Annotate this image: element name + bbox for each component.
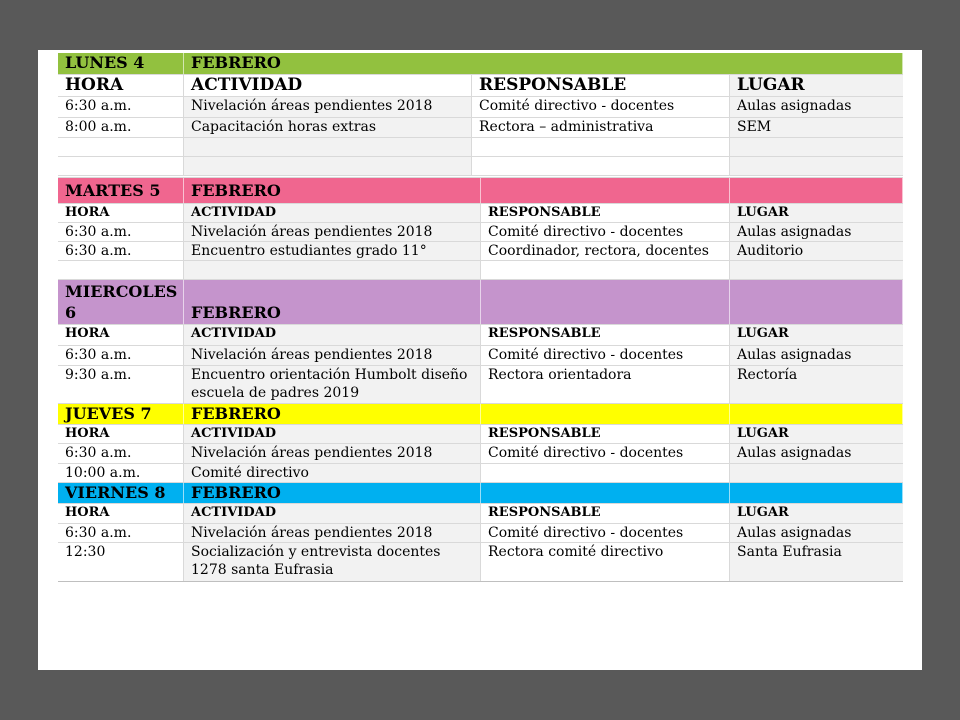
cell-actividad: Encuentro estudiantes grado 11° — [184, 242, 481, 260]
header-hora: HORA — [58, 425, 184, 443]
cell-hora: 8:00 a.m. — [58, 118, 184, 137]
header-responsable: RESPONSABLE — [481, 425, 730, 443]
cell-hora: 6:30 a.m. — [58, 242, 184, 260]
month-label: FEBRERO — [184, 280, 481, 324]
cell-hora: 12:30 — [58, 543, 184, 581]
month-label: FEBRERO — [184, 404, 481, 424]
empty-cell — [481, 280, 730, 324]
table-row — [58, 464, 903, 483]
header-responsable: RESPONSABLE — [481, 325, 730, 345]
header-actividad: ACTIVIDAD — [184, 504, 481, 523]
month-label: FEBRERO — [184, 483, 481, 503]
month-label: FEBRERO — [184, 53, 903, 74]
header-lugar: LUGAR — [730, 325, 903, 345]
header-row — [58, 504, 903, 524]
cell-hora: 6:30 a.m. — [58, 97, 184, 117]
cell-responsable: Coordinador, rectora, docentes — [481, 242, 730, 260]
day-label: VIERNES 8 — [58, 483, 184, 503]
empty-cell — [58, 138, 184, 156]
cell-actividad: Nivelación áreas pendientes 2018 — [184, 444, 481, 463]
cell-responsable: Comité directivo - docentes — [481, 444, 730, 463]
cell-hora: 6:30 a.m. — [58, 444, 184, 463]
cell-actividad: Nivelación áreas pendientes 2018 — [184, 97, 472, 117]
day-banner-martes — [58, 178, 903, 204]
cell-hora: 6:30 a.m. — [58, 524, 184, 542]
cell-lugar: Santa Eufrasia — [730, 543, 903, 581]
empty-cell — [730, 280, 903, 324]
empty-cell — [472, 138, 730, 156]
cell-lugar: Aulas asignadas — [730, 524, 903, 542]
cell-lugar: Aulas asignadas — [730, 223, 903, 241]
table-row — [58, 543, 903, 582]
day-banner-miercoles — [58, 280, 903, 325]
header-hora: HORA — [58, 75, 184, 96]
empty-cell — [730, 138, 903, 156]
cell-lugar: Aulas asignadas — [730, 346, 903, 365]
cell-actividad: Capacitación horas extras — [184, 118, 472, 137]
empty-cell — [58, 261, 184, 279]
cell-lugar: Aulas asignadas — [730, 97, 903, 117]
header-row — [58, 204, 903, 223]
cell-responsable: Rectora – administrativa — [472, 118, 730, 137]
empty-row — [58, 157, 903, 176]
header-row — [58, 75, 903, 97]
header-actividad: ACTIVIDAD — [184, 204, 481, 222]
empty-cell — [481, 483, 730, 503]
empty-cell — [481, 178, 730, 203]
header-responsable: RESPONSABLE — [472, 75, 730, 96]
empty-cell — [730, 261, 903, 279]
cell-hora: 10:00 a.m. — [58, 464, 184, 482]
empty-cell — [481, 404, 730, 424]
header-lugar: LUGAR — [730, 425, 903, 443]
cell-actividad: Nivelación áreas pendientes 2018 — [184, 223, 481, 241]
table-row — [58, 366, 903, 404]
header-row — [58, 325, 903, 346]
day-banner-jueves — [58, 404, 903, 425]
cell-responsable: Rectora orientadora — [481, 366, 730, 403]
header-hora: HORA — [58, 504, 184, 523]
schedule-table — [58, 53, 903, 582]
header-hora: HORA — [58, 325, 184, 345]
header-row — [58, 425, 903, 444]
cell-responsable: Comité directivo - docentes — [481, 346, 730, 365]
cell-responsable — [481, 464, 730, 482]
empty-cell — [730, 157, 903, 175]
cell-lugar: SEM — [730, 118, 903, 137]
day-label: JUEVES 7 — [58, 404, 184, 424]
cell-hora: 9:30 a.m. — [58, 366, 184, 403]
cell-responsable: Comité directivo - docentes — [481, 223, 730, 241]
table-row — [58, 346, 903, 366]
empty-cell — [730, 178, 903, 203]
month-label: FEBRERO — [184, 178, 481, 203]
empty-cell — [730, 404, 903, 424]
cell-responsable: Comité directivo - docentes — [481, 524, 730, 542]
header-lugar: LUGAR — [730, 75, 903, 96]
day-banner-lunes — [58, 53, 903, 75]
header-responsable: RESPONSABLE — [481, 204, 730, 222]
day-label: LUNES 4 — [58, 53, 184, 74]
header-responsable: RESPONSABLE — [481, 504, 730, 523]
empty-cell — [58, 157, 184, 175]
table-row — [58, 118, 903, 138]
empty-row — [58, 261, 903, 280]
cell-actividad: Nivelación áreas pendientes 2018 — [184, 346, 481, 365]
cell-actividad: Socialización y entrevista docentes 1278 santa Eufrasia — [184, 543, 481, 581]
day-banner-viernes — [58, 483, 903, 504]
header-lugar: LUGAR — [730, 504, 903, 523]
cell-responsable: Rectora comité directivo — [481, 543, 730, 581]
cell-hora: 6:30 a.m. — [58, 346, 184, 365]
header-actividad: ACTIVIDAD — [184, 75, 472, 96]
table-row — [58, 242, 903, 261]
cell-actividad: Encuentro orientación Humbolt diseño escuela de padres 2019 — [184, 366, 481, 403]
table-row — [58, 97, 903, 118]
cell-lugar — [730, 464, 903, 482]
cell-actividad: Comité directivo — [184, 464, 481, 482]
day-label: MIERCOLES 6 — [58, 280, 184, 324]
header-hora: HORA — [58, 204, 184, 222]
table-row — [58, 524, 903, 543]
empty-cell — [472, 157, 730, 175]
header-actividad: ACTIVIDAD — [184, 325, 481, 345]
empty-row — [58, 138, 903, 157]
cell-lugar: Rectoría — [730, 366, 903, 403]
table-row — [58, 444, 903, 464]
empty-cell — [184, 138, 472, 156]
empty-cell — [730, 483, 903, 503]
table-row — [58, 223, 903, 242]
empty-cell — [481, 261, 730, 279]
empty-cell — [184, 261, 481, 279]
empty-cell — [184, 157, 472, 175]
cell-lugar: Aulas asignadas — [730, 444, 903, 463]
cell-hora: 6:30 a.m. — [58, 223, 184, 241]
slide — [38, 50, 922, 670]
day-label: MARTES 5 — [58, 178, 184, 203]
cell-lugar: Auditorio — [730, 242, 903, 260]
header-actividad: ACTIVIDAD — [184, 425, 481, 443]
header-lugar: LUGAR — [730, 204, 903, 222]
cell-actividad: Nivelación áreas pendientes 2018 — [184, 524, 481, 542]
cell-responsable: Comité directivo - docentes — [472, 97, 730, 117]
